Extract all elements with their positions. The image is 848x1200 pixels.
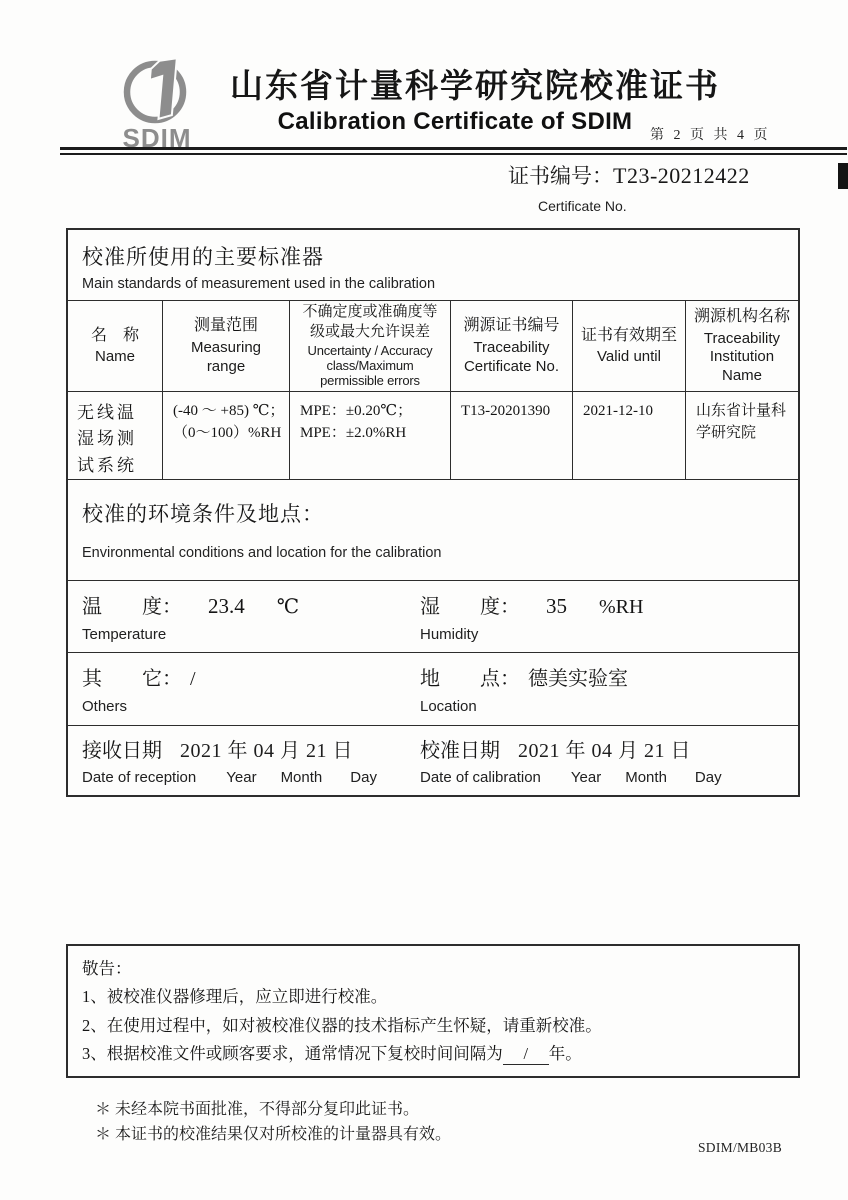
column-header-measuring-range: 测量范围 Measuring range [163, 301, 290, 391]
location-field [420, 662, 628, 715]
date-of-calibration-field [420, 734, 722, 786]
column-header-name: 名 称 Name [68, 301, 163, 391]
temperature-humidity-row [68, 580, 798, 652]
environment-section-title-en: Environmental conditions and location for the calibration [82, 544, 442, 561]
calibration-label-cn: 校准日期 [420, 739, 500, 762]
standards-table [66, 228, 800, 797]
calibration-label-en: Date of calibration [420, 768, 541, 786]
notice-item-3: 3、根据校准文件或顾客要求，通常情况下复校时间间隔为 / 年。 [82, 1044, 582, 1064]
notice-item-1: 1、被校准仪器修理后，应立即进行校准。 [82, 987, 388, 1007]
certificate-number-value: T23-20212422 [613, 163, 750, 188]
logo-wordmark: SDIM [122, 123, 192, 150]
certificate-number-line [508, 160, 750, 190]
temperature-label-cn: 温 度： [82, 595, 182, 618]
location-label-en: Location [420, 697, 477, 715]
column-header-valid-until: 证书有效期至 Valid until [573, 301, 686, 391]
notice-box [66, 944, 800, 1078]
dates-row [68, 725, 798, 795]
notice-item-2: 2、在使用过程中，如对被校准仪器的技术指标产生怀疑，请重新校准。 [82, 1015, 602, 1035]
header-divider-rule [60, 147, 847, 155]
footnote-validity: ＊ 本证书的校准结果仅对所校准的计量器具有效。 [95, 1126, 452, 1143]
notice-title: 敬告： [82, 959, 132, 978]
calibration-date-value: 2021 年 04 月 21 日 [518, 739, 691, 762]
month-caption: Month [625, 768, 667, 786]
humidity-unit: %RH [599, 595, 644, 618]
certificate-title-cn: 山东省计量科学研究院校准证书 [230, 69, 720, 105]
reception-date-value: 2021 年 04 月 21 日 [180, 739, 353, 762]
column-header-traceability-institution: 溯源机构名称 Traceability Institution Name [693, 307, 790, 385]
certificate-title-en: Calibration Certificate of SDIM [277, 108, 633, 135]
day-caption: Day [350, 768, 377, 786]
standards-table-data-row [68, 391, 798, 479]
humidity-value: 35 [546, 593, 567, 618]
certificate-number-label-cn: 证书编号： [508, 164, 613, 188]
standards-table-header-row [68, 300, 798, 391]
others-value: / [190, 667, 196, 690]
footnote-copy-restriction: ＊ 未经本院书面批准，不得部分复印此证书。 [95, 1101, 420, 1118]
others-field [82, 662, 196, 715]
others-location-row [68, 652, 798, 725]
cell-mpe: MPE：±0.20℃； MPE：±2.0%RH [290, 392, 451, 479]
column-header-uncertainty: 不确定度或准确度等级或最大允许误差 Uncertainty / Accuracy class/Maximum permissible errors [290, 301, 451, 391]
humidity-label-cn: 湿 度： [420, 595, 520, 618]
others-label-en: Others [82, 697, 128, 715]
standards-section-title-row [68, 230, 798, 300]
page-number: 第 2 页 共 4 页 [650, 128, 771, 143]
cell-valid-until: 2021-12-10 [573, 392, 686, 479]
recalibration-interval-blank: / [503, 1045, 549, 1065]
environment-section-title-row [68, 479, 798, 580]
sdim-logo-icon [106, 56, 208, 150]
temperature-value: 23.4 [208, 593, 245, 618]
day-caption: Day [694, 768, 722, 786]
scan-edge-mark [838, 163, 848, 189]
year-caption: Year [226, 768, 257, 786]
cell-standard-name: 无线温湿场测试系统 [68, 392, 163, 479]
environment-section-title-cn: 校准的环境条件及地点： [82, 502, 324, 526]
others-label-cn: 其 它： [82, 667, 182, 690]
temperature-unit: ℃ [276, 595, 300, 618]
standards-section-title-en: Main standards of measurement used in the calibration [82, 276, 436, 292]
reception-label-en: Date of reception [82, 768, 197, 786]
humidity-field [420, 590, 643, 643]
date-of-reception-field [82, 734, 377, 786]
form-code: SDIM/MB03B [698, 1140, 783, 1155]
location-label-cn: 地 点： [420, 667, 520, 690]
sdim-logo [106, 56, 208, 150]
reception-label-cn: 接收日期 [82, 739, 162, 762]
humidity-label-en: Humidity [420, 625, 479, 643]
certificate-number-label-en: Certificate No. [538, 198, 627, 214]
temperature-label-en: Temperature [82, 625, 167, 643]
year-caption: Year [570, 768, 602, 786]
cell-institution: 山东省计量科学研究院 [696, 402, 787, 442]
cell-measuring-range: (-40 ～ +85) ℃； （0～100）%RH [163, 392, 290, 479]
column-header-traceability-cert-no: 溯源证书编号 Traceability Certificate No. [451, 301, 573, 391]
standards-section-title-cn: 校准所使用的主要标准器 [82, 246, 324, 269]
month-caption: Month [280, 768, 323, 786]
cell-traceability-cert-no: T13-20201390 [451, 392, 573, 479]
temperature-field [82, 590, 299, 643]
location-value: 德美实验室 [528, 667, 628, 690]
